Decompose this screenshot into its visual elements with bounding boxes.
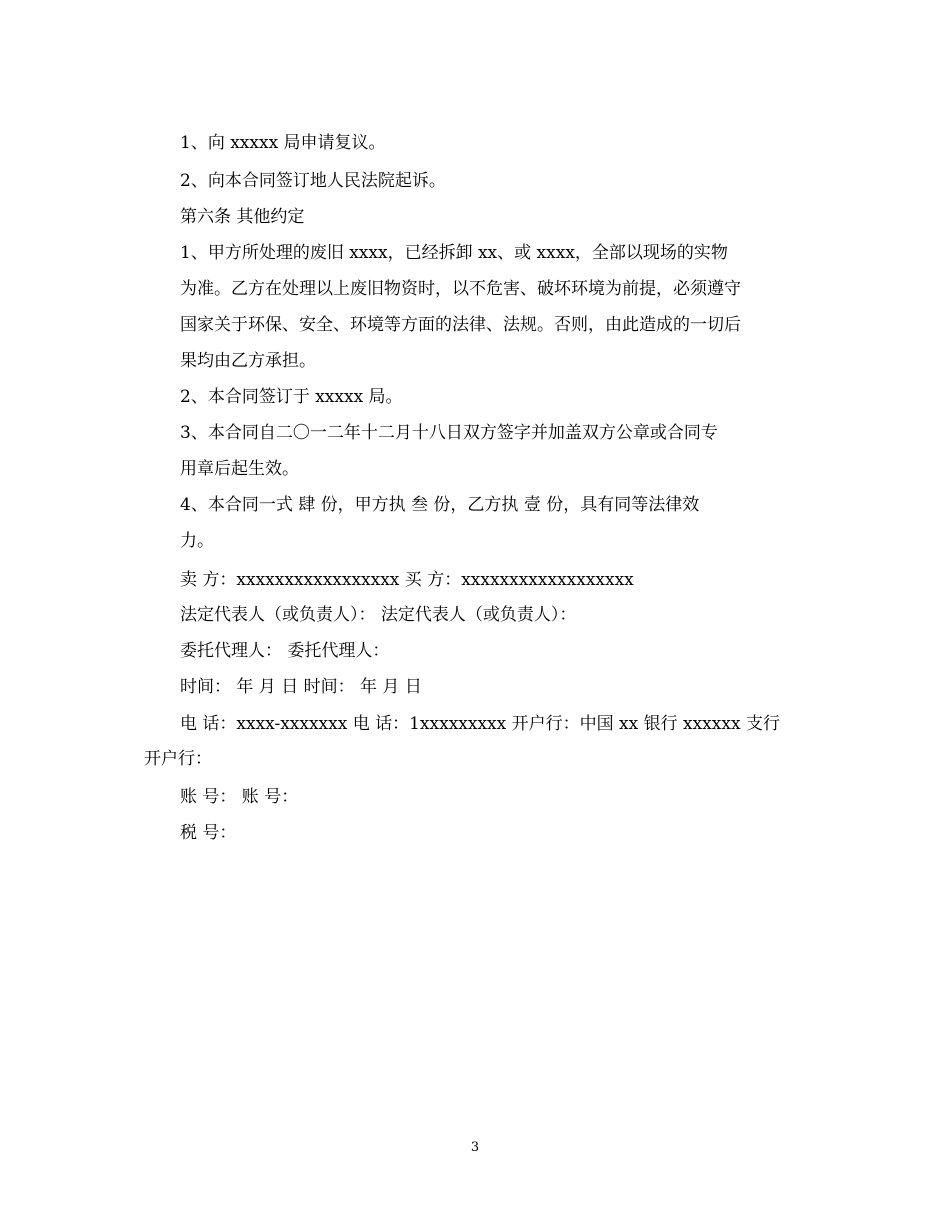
- text-line: 力。: [180, 531, 214, 551]
- tax-number-line: 税 号：: [180, 823, 237, 843]
- bank-line: 开户行：: [144, 749, 212, 769]
- text-line: 1、甲方所处理的废旧 xxxx，已经拆卸 xx、或 xxxx，全部以现场的实物: [180, 243, 728, 263]
- seller-buyer-line: 卖 方：xxxxxxxxxxxxxxxxx 买 方：xxxxxxxxxxxxxxxxxx: [180, 570, 634, 590]
- page-number: 3: [470, 1140, 480, 1155]
- text-line: 果均由乙方承担。: [180, 351, 316, 371]
- account-line: 账 号： 账 号：: [180, 787, 299, 807]
- text-line: 3、本合同自二〇一二年十二月十八日双方签字并加盖双方公章或合同专: [180, 423, 718, 443]
- text-line: 2、向本合同签订地人民法院起诉。: [180, 171, 446, 191]
- text-line: 2、本合同签订于 xxxxx 局。: [180, 387, 403, 407]
- section-heading: 第六条 其他约定: [180, 207, 305, 227]
- legal-representative-line: 法定代表人（或负责人）： 法定代表人（或负责人）：: [180, 605, 577, 625]
- date-line: 时间： 年 月 日 时间： 年 月 日: [180, 677, 422, 697]
- text-line: 国家关于环保、安全、环境等方面的法律、法规。否则，由此造成的一切后: [180, 315, 741, 335]
- phone-bank-line: 电 话：xxxx-xxxxxxx 电 话：1xxxxxxxxx 开户行：中国 xx 银行 xxxxxx 支行: [180, 714, 780, 734]
- text-line: 为准。乙方在处理以上废旧物资时，以不危害、破坏环境为前提，必须遵守: [180, 279, 741, 299]
- text-line: 4、本合同一式 肆 份，甲方执 叁 份，乙方执 壹 份，具有同等法律效: [180, 495, 700, 515]
- text-line: 用章后起生效。: [180, 459, 299, 479]
- text-line: 1、向 xxxxx 局申请复议。: [180, 133, 386, 153]
- agent-line: 委托代理人： 委托代理人：: [180, 641, 390, 661]
